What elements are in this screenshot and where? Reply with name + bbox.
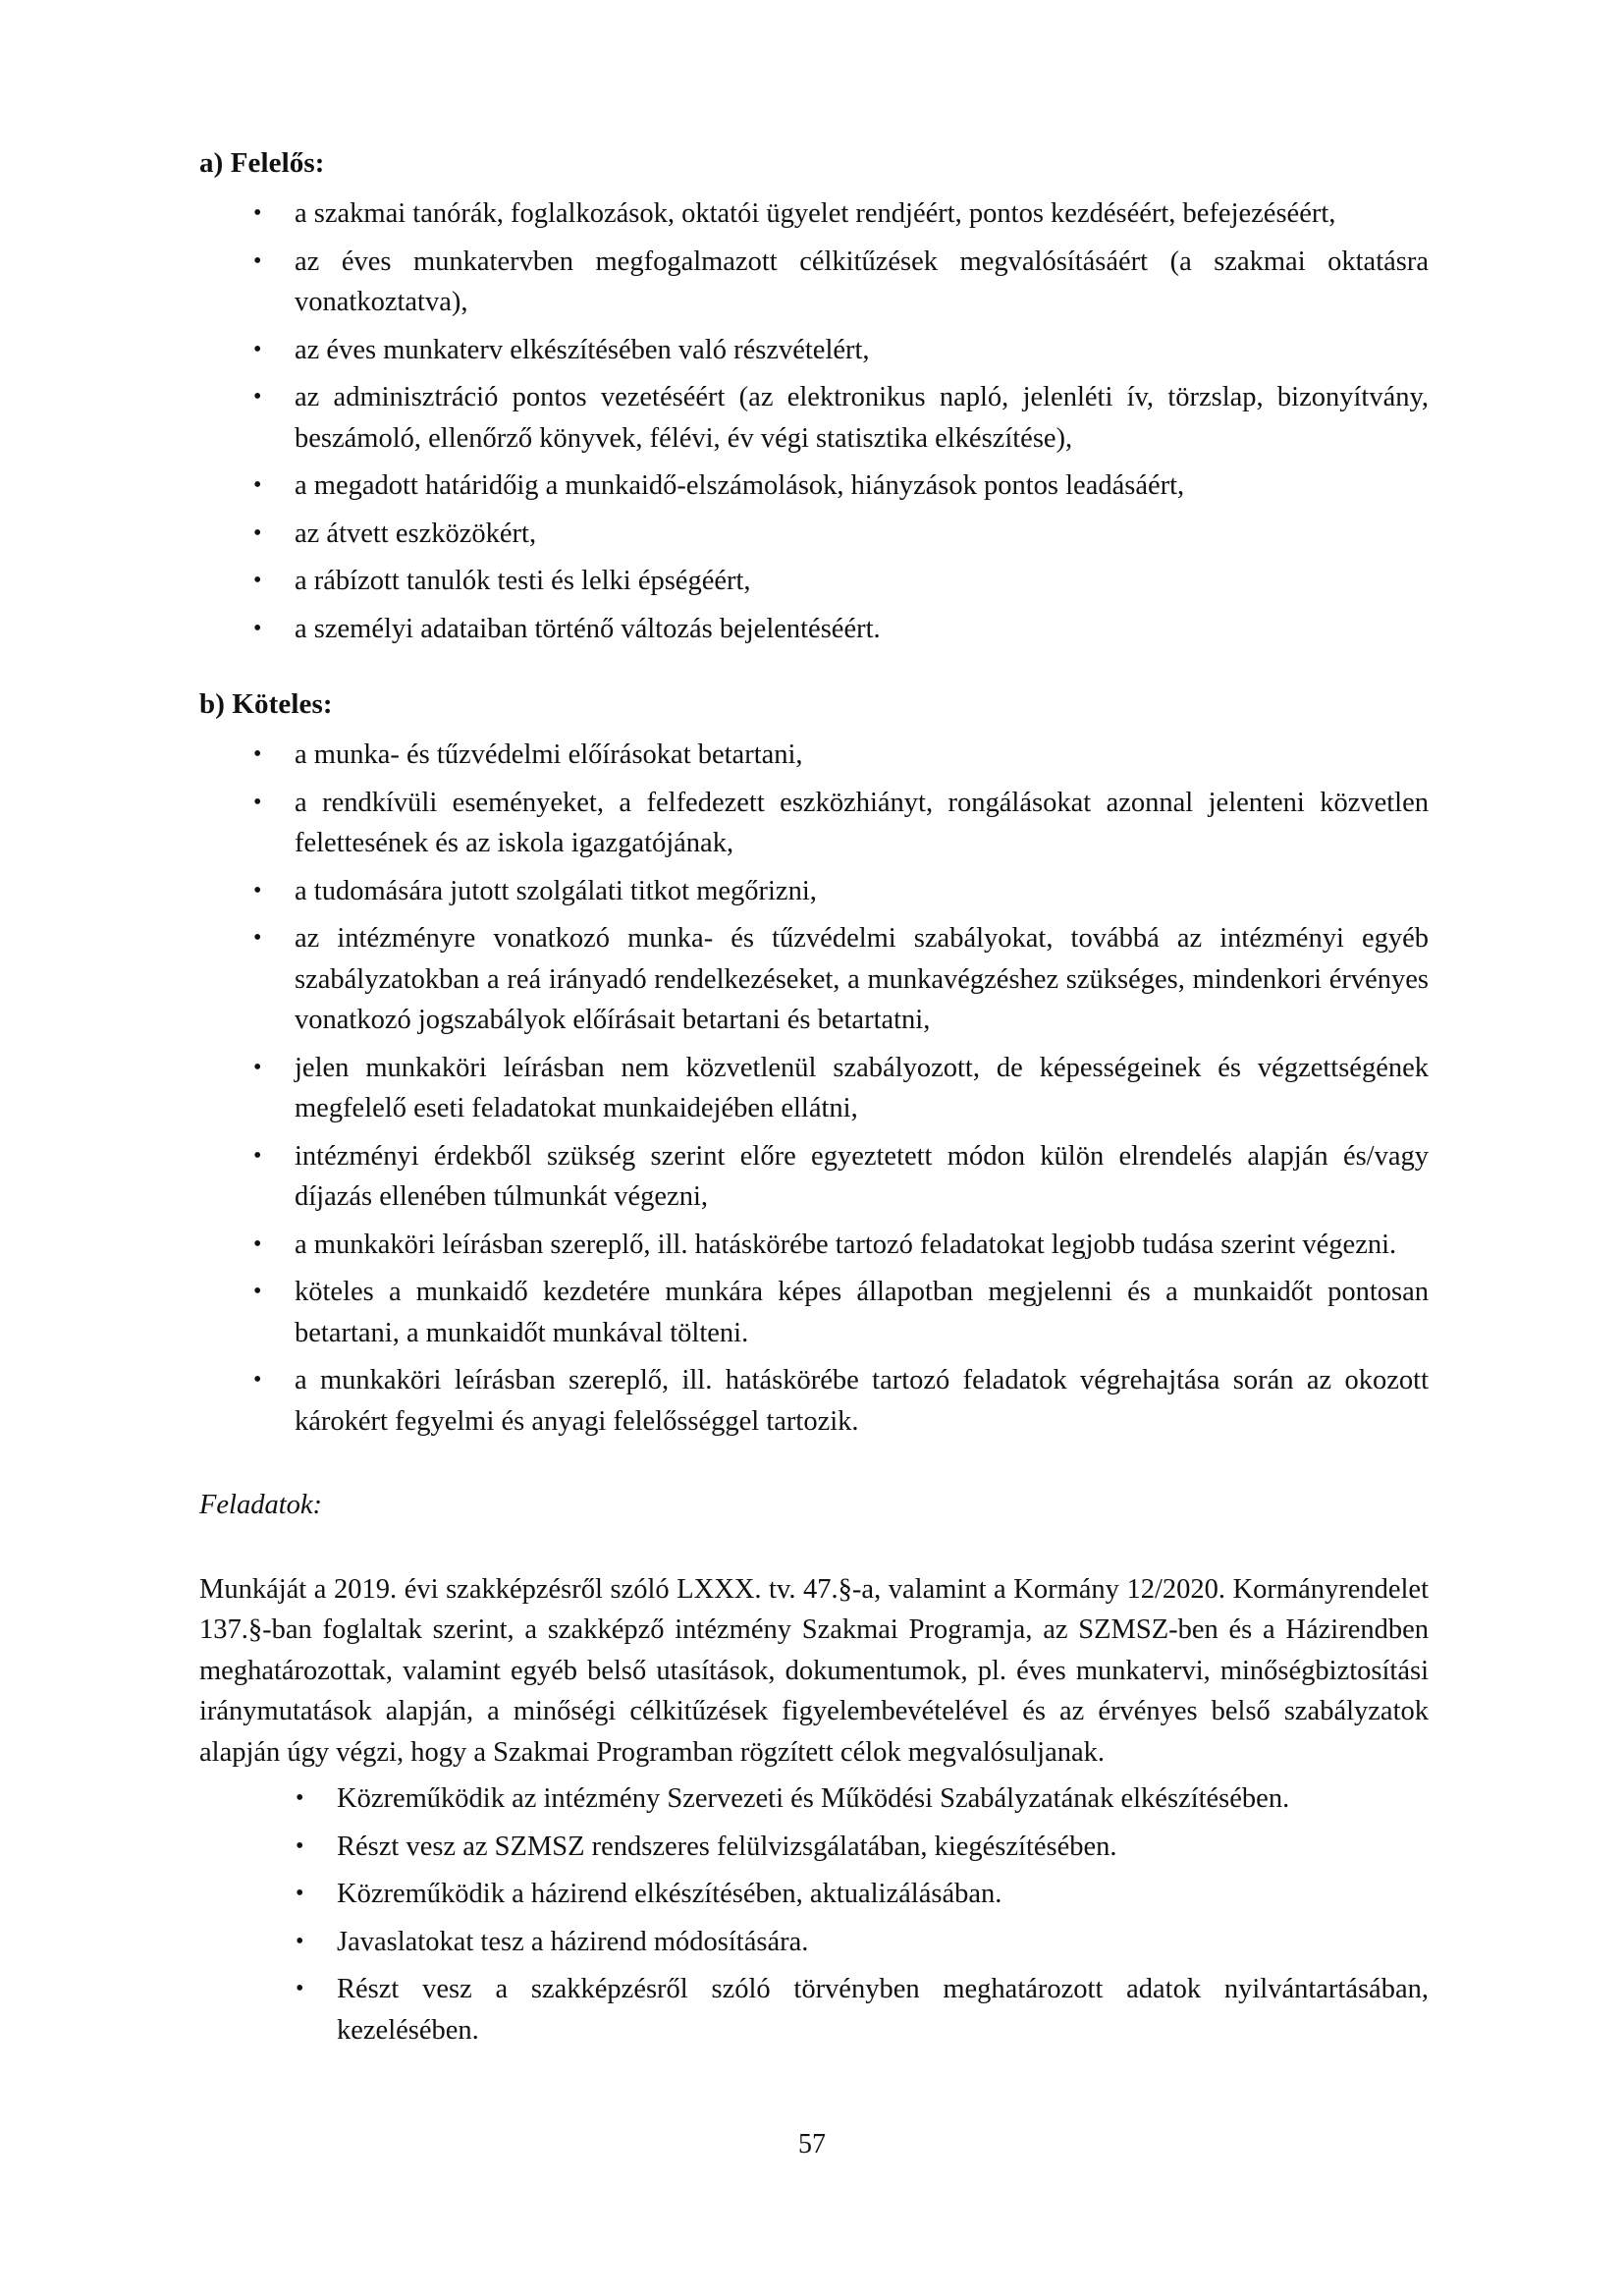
list-item: • a szakmai tanórák, foglalkozások, oktatói ügyelet rendjéért, pontos kezdéséért, befejezéséért, xyxy=(199,193,1429,235)
list-item: • az intézményre vonatkozó munka- és tűzvédelmi szabályokat, továbbá az intézményi egyéb szabályzatokban a reá irányadó rendelkezéseket, a munkavégzéshez szükséges, mindenkori érvényes vonatkozó jogszabályok előírásait betartani és betartatni, xyxy=(199,918,1429,1041)
list-item: • az éves munkatervben megfogalmazott célkitűzések megvalósításáért (a szakmai oktatásra vonatkoztatva), xyxy=(199,242,1429,323)
section-heading-feladatok: Feladatok: xyxy=(199,1490,323,1520)
list-item: • az éves munkaterv elkészítésében való részvételért, xyxy=(199,330,1429,371)
feladatok-paragraph: Munkáját a 2019. évi szakképzésről szóló LXXX. tv. 47.§-a, valamint a Kormány 12/2020. Kormányrendelet 137.§-ban foglaltak szerint, a szakképző intézmény Szakmai Programja, az SZMSZ-ben és a Házirendben meghatározottak, valamint egyéb belső utasítások, dokumentumok, pl. éves munkatervi, minőségbiztosítási iránymutatások alapján, a minőségi célkitűzések figyelembevételével és az érvényes belső szabályzatok alapján úgy végzi, hogy a Szakmai Programban rögzített célok megvalósuljanak. xyxy=(199,1573,1429,1768)
list-item: • a munka- és tűzvédelmi előírásokat betartani, xyxy=(199,735,1429,776)
page-number: 57 xyxy=(798,2129,826,2159)
list-item: • a munkaköri leírásban szereplő, ill. hatáskörébe tartozó feladatok végrehajtása során az okozott károkért fegyelmi és anyagi felelősséggel tartozik. xyxy=(199,1360,1429,1442)
list-item: • a megadott határidőig a munkaidő-elszámolások, hiányzások pontos leadásáért, xyxy=(199,465,1429,507)
list-item: • jelen munkaköri leírásban nem közvetlenül szabályozott, de képességeinek és végzettségének megfelelő eseti feladatokat munkaidejében ellátni, xyxy=(199,1048,1429,1129)
koteles-list xyxy=(199,735,1429,1442)
list-item: • Javaslatokat tesz a házirend módosítására. xyxy=(199,1922,1429,1963)
section-spacer xyxy=(199,1526,1429,1569)
list-item: • intézményi érdekből szükség szerint előre egyeztetett módon külön elrendelés alapján és/vagy díjazás ellenében túlmunkát végezni, xyxy=(199,1136,1429,1218)
list-item: • az átvett eszközökért, xyxy=(199,514,1429,555)
page-content xyxy=(199,149,1429,2050)
list-item: • a munkaköri leírásban szereplő, ill. hatáskörébe tartozó feladatokat legjobb tudása szerint végezni. xyxy=(199,1225,1429,1266)
section-heading-felelos: a) Felelős: xyxy=(199,147,325,179)
list-item: • az adminisztráció pontos vezetéséért (az elektronikus napló, jelenléti ív, törzslap, bizonyítvány, beszámoló, ellenőrző könyvek, félévi, év végi statisztika elkészítése), xyxy=(199,377,1429,459)
list-item: • a személyi adataiban történő változás bejelentéséért. xyxy=(199,609,1429,650)
list-item: • Részt vesz az SZMSZ rendszeres felülvizsgálatában, kiegészítésében. xyxy=(199,1827,1429,1868)
section-heading-koteles: b) Köteles: xyxy=(199,688,333,720)
felelos-list xyxy=(199,193,1429,649)
feladatok-list xyxy=(199,1778,1429,2050)
list-item: • a rendkívüli eseményeket, a felfedezett eszközhiányt, rongálásokat azonnal jelenteni közvetlen felettesének és az iskola igazgatójának, xyxy=(199,783,1429,864)
list-item: • Közreműködik az intézmény Szervezeti és Működési Szabályzatának elkészítésében. xyxy=(199,1778,1429,1820)
list-item: • Részt vesz a szakképzésről szóló törvényben meghatározott adatok nyilvántartásában, kezelésében. xyxy=(199,1969,1429,2050)
list-item: • a tudomására jutott szolgálati titkot megőrizni, xyxy=(199,871,1429,912)
list-item: • köteles a munkaidő kezdetére munkára képes állapotban megjelenni és a munkaidőt pontosan betartani, a munkaidőt munkával tölteni. xyxy=(199,1272,1429,1353)
section-spacer xyxy=(199,649,1429,690)
list-item: • a rábízott tanulók testi és lelki épségéért, xyxy=(199,561,1429,602)
section-spacer xyxy=(199,1442,1429,1485)
list-item: • Közreműködik a házirend elkészítésében, aktualizálásában. xyxy=(199,1874,1429,1915)
